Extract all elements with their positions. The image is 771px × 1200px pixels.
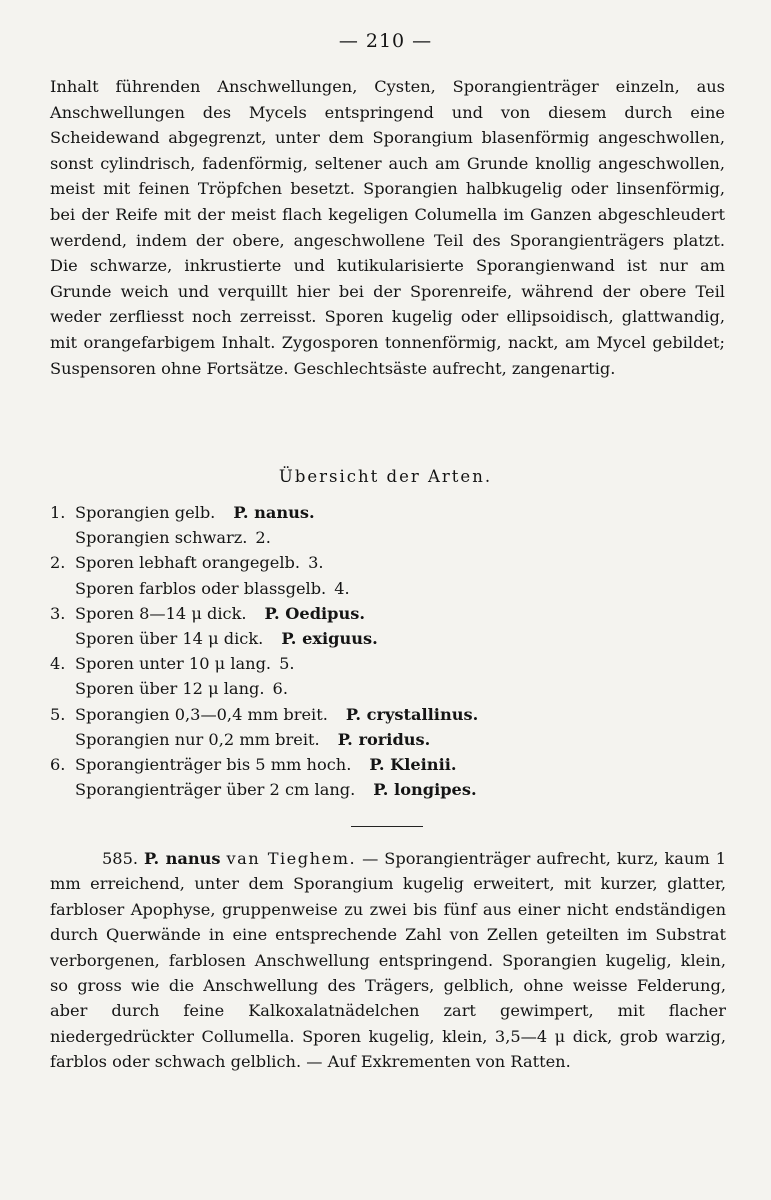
key-row — [50, 777, 730, 802]
genus-description — [50, 74, 725, 381]
key-row-species: P. Oedipus. — [264, 603, 366, 623]
key-row — [50, 601, 730, 626]
page-number: — 210 — — [338, 30, 433, 52]
species-entry-paragraph — [50, 846, 726, 1075]
key-row-target: 3. — [308, 553, 324, 573]
key-row — [50, 727, 730, 752]
entry-author: van Tieghem. — [226, 849, 357, 868]
key-row — [50, 576, 730, 601]
key-row-number: 4. — [50, 654, 66, 674]
key-row-text: Sporangien nur 0,2 mm breit. — [75, 729, 320, 749]
species-entry-585 — [50, 846, 726, 1075]
key-row-text: Sporangien schwarz. — [75, 528, 248, 548]
key-row-text: Sporen über 12 μ lang. — [75, 679, 265, 699]
key-row-species: P. nanus. — [233, 503, 315, 522]
key-row-target: 4. — [334, 578, 350, 598]
key-row-text: Sporen lebhaft orangegelb. — [75, 553, 301, 573]
entry-species-name: P. nanus — [144, 849, 221, 868]
key-row-text: Sporangienträger bis 5 mm hoch. — [75, 754, 352, 774]
key-row-number: 6. — [50, 754, 66, 774]
species-key-title: Übersicht der Arten. — [278, 467, 493, 486]
key-row — [50, 752, 730, 777]
key-row — [50, 702, 730, 727]
key-row-text: Sporangienträger über 2 cm lang. — [75, 780, 356, 800]
key-row — [50, 500, 730, 525]
key-row-text: Sporen farblos oder blassgelb. — [75, 578, 327, 598]
key-row-text: Sporen unter 10 μ lang. — [75, 654, 272, 674]
key-row-target: 6. — [272, 679, 288, 699]
key-row — [50, 550, 730, 575]
key-row-number: 2. — [50, 553, 66, 573]
key-row-text: Sporen 8—14 μ dick. — [75, 603, 247, 623]
key-row — [50, 525, 730, 550]
key-row-number: 5. — [50, 704, 66, 724]
key-row-text: Sporangien 0,3—0,4 mm breit. — [75, 704, 328, 724]
key-row-species: P. roridus. — [337, 729, 431, 749]
genus-description-text: Inhalt führenden Anschwellungen, Cysten, Sporangienträger einzeln, aus Anschwellungen des Mycels entspringend und von diesem durch eine Scheidewand abgegrenzt, unter dem Sporangium blasenförmig angeschwollen, sonst cylindrisch, fadenförmig, seltener auch am Grunde knollig angeschwollen, meist mit feinen Tröpfchen besetzt. Sporangien halbkugelig oder linsenförmig, bei der Reife mit der meist flach kegeligen Columella im Ganzen abgeschleudert werdend, indem der obere, angeschwollene Teil des Sporangienträgers platzt. Die schwarze, inkrustierte und kutikularisierte Sporangienwand ist nur am Grunde weich und verquillt hier bei der Sporenreife, während der obere Teil weder zerfliesst noch zerreisst. Sporen kugelig oder ellipsoidisch, glattwandig, mit orangefarbigem Inhalt. Zygosporen tonnenförmig, nackt, am Mycel gebildet; Suspensoren ohne Fortsätze. Geschlechtsäste aufrecht, zangenartig. — [50, 77, 725, 378]
key-row-text: Sporen über 14 μ dick. — [75, 628, 264, 648]
key-row-text: Sporangien gelb. — [75, 503, 216, 522]
species-key — [50, 500, 730, 802]
key-row — [50, 626, 730, 651]
key-row — [50, 651, 730, 676]
entry-description: — Sporangienträger aufrecht, kurz, kaum 1 mm erreichend, unter dem Sporangium kugelig erweitert, mit kurzer, glatter, farbloser Apophyse, gruppenweise zu zwei bis fünf aus einer nicht endständigen durch Querwände in eine entsprechende Zahl von Zellen geteilten im Substrat verborgenen, farblosen Anschwellung entspringend. Sporangien kugelig, klein, so gross wie die Anschwellung des Trägers, gelblich, ohne weisse Felderung, aber durch feine Kalkoxalatnädelchen zart gewimpert, mit flacher niedergedrückter Collumella. Sporen kugelig, klein, 3,5—4 μ dick, grob warzig, farblos oder schwach gelblich. — Auf Exkrementen von Ratten. — [50, 849, 726, 1072]
key-row-species: P. Kleinii. — [369, 754, 457, 774]
key-row-species: P. crystallinus. — [345, 704, 479, 724]
key-row — [50, 676, 730, 701]
key-row-species: P. exiguus. — [281, 628, 378, 648]
key-row-species: P. longipes. — [373, 780, 477, 800]
key-row-target: 5. — [279, 654, 295, 674]
entry-number: 585. — [102, 849, 139, 868]
key-row-number: 1. — [50, 503, 66, 522]
section-divider — [351, 826, 423, 827]
key-row-target: 2. — [255, 528, 271, 548]
key-row-number: 3. — [50, 603, 66, 623]
